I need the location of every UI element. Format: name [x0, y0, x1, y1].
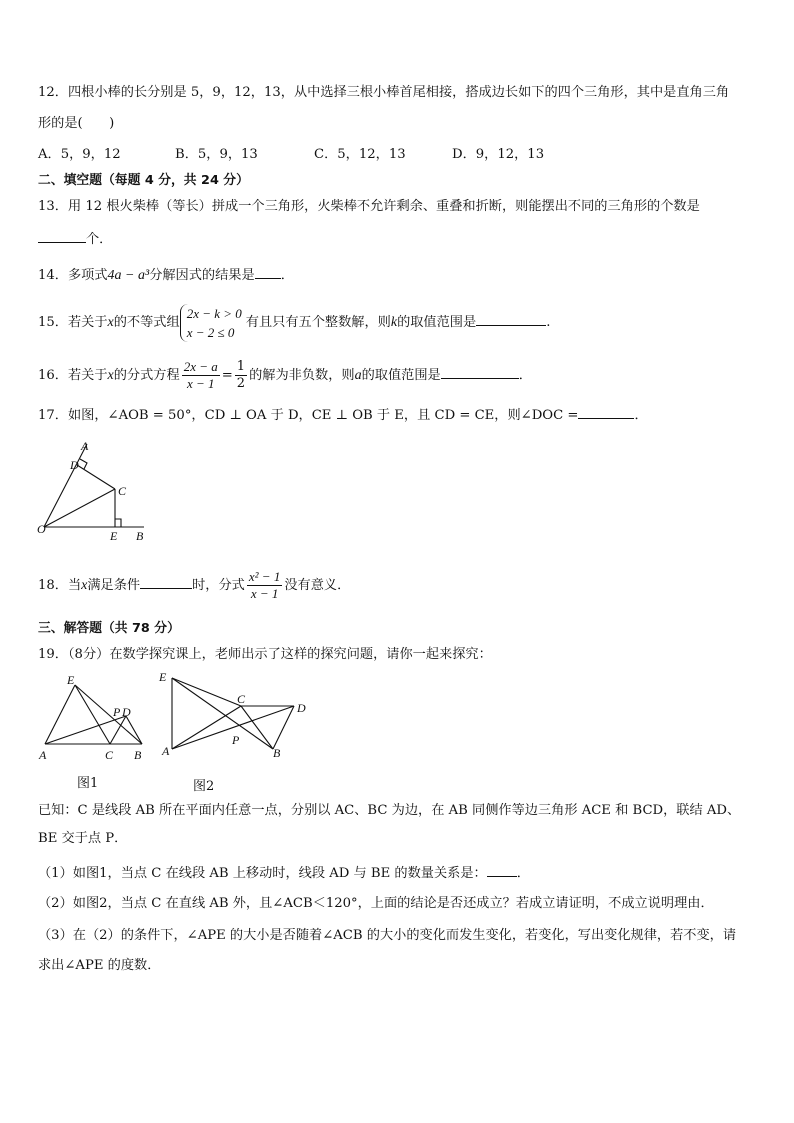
label-d: D [297, 701, 306, 715]
q12-line1: 12．四根小棒的长分别是 5，9，12，13，从中选择三根小棒首尾相接，搭成边长如下的四个三角形，其中是直角三角 [38, 85, 730, 100]
segment-eb [172, 678, 273, 749]
q15-inequality-2: x − 2 ≤ 0 [186, 324, 235, 340]
label-p: P [232, 733, 240, 747]
label-c: C [105, 748, 114, 762]
q18-mid: 满足条件 [87, 578, 141, 593]
q16-rhs-fraction [235, 359, 247, 392]
q12-option-c: C．5，12，13 [314, 147, 406, 162]
section-3-title: 三、解答题（共 78 分） [38, 621, 180, 636]
label-e: E [159, 670, 167, 684]
segment-ec [75, 685, 110, 744]
q16-lhs-fraction [182, 359, 220, 392]
q19-figure-2-caption: 图2 [193, 779, 215, 794]
q15-suffix: 的取值范围是 [397, 315, 477, 330]
q19-figure-1 [36, 670, 151, 766]
q15-var-k: k [390, 315, 398, 330]
q14-prefix: 14．多项式 [38, 268, 108, 283]
q19-figure-2 [156, 666, 314, 766]
q12-line2: 形的是( ) [38, 116, 115, 131]
q18-suffix: 没有意义． [284, 578, 351, 593]
label-c: C [118, 484, 127, 498]
q16-line [38, 356, 532, 396]
q15-var-x: x [107, 315, 114, 330]
q19-part2: （2）如图2，当点 C 在直线 AB 外，且∠ACB＜120°，上面的结论是否还成立？若成立请证明，不成立说明理由． [38, 896, 714, 911]
q19-figure-1-caption: 图1 [77, 776, 99, 791]
label-b: B [136, 529, 144, 543]
q14-suffix: 分解因式的结果是 [149, 268, 255, 283]
q16-after: 的解为非负数，则 [249, 368, 355, 383]
q17-end: ． [634, 408, 648, 423]
q14-line [38, 265, 294, 285]
q18-line [38, 566, 350, 606]
q17-line [38, 405, 648, 425]
label-o: O [37, 522, 46, 536]
label-e: E [67, 673, 75, 687]
q19-part1-text: （1）如图1，当点 C 在线段 AB 上移动时，线段 AD 与 BE 的数量关系是： [38, 866, 487, 881]
q16-suffix: 的取值范围是 [361, 368, 441, 383]
q19-part1 [38, 863, 530, 883]
q16-mid: 的分式方程 [113, 368, 180, 383]
label-e: E [110, 529, 118, 543]
answer-blank [255, 265, 281, 279]
q13-after-blank: 个． [86, 232, 113, 247]
q19-known-line2: BE 交于点 P． [38, 831, 128, 846]
q16-prefix: 16．若关于 [38, 368, 108, 383]
q18-prefix: 18．当 [38, 578, 82, 593]
label-c: C [237, 692, 246, 706]
q18-var-x: x [81, 578, 88, 593]
q16-lhs-denominator: x − 1 [182, 375, 220, 392]
label-a: A [39, 748, 47, 762]
q15-inequality-system [180, 304, 242, 342]
q18-denominator: x − 1 [247, 585, 282, 602]
label-a: A [81, 439, 89, 453]
label-b: B [134, 748, 142, 762]
q19-intro: 19．（8分）在数学探究课上，老师出示了这样的探究问题，请你一起来探究： [38, 647, 492, 662]
q18-fraction [247, 569, 282, 602]
q19-part1-end: ． [516, 866, 530, 881]
q13-line1: 13．用 12 根火柴棒（等长）拼成一个三角形，火柴棒不允许剩余、重叠和折断，则能摆出不同的三角形的个数是 [38, 199, 700, 214]
q17-figure [34, 438, 154, 544]
q16-end: ． [518, 368, 532, 383]
segment-ac [172, 706, 241, 749]
q15-inequality-1: 2x − k > 0 [186, 305, 242, 321]
q18-numerator: x² − 1 [248, 569, 281, 584]
answer-blank [38, 229, 86, 243]
segment-db [126, 716, 142, 744]
q16-rhs-denominator: 2 [236, 376, 246, 391]
answer-blank [441, 365, 519, 379]
ray-oa [44, 444, 87, 527]
q13-line2 [38, 229, 112, 249]
q15-mid: 的不等式组 [113, 315, 180, 330]
q16-rhs-numerator: 1 [236, 359, 246, 374]
q19-known-line1: 已知：C 是线段 AB 所在平面内任意一点，分别以 AC、BC 为边，在 AB 同侧作等边三角形 ACE 和 BCD，联结 AD、 [38, 803, 741, 818]
right-angle-mark-e [115, 519, 121, 527]
segment-cd [77, 465, 115, 489]
q16-var-x: x [107, 368, 114, 383]
segment-cb [241, 706, 273, 749]
q19-part3-line1: （3）在（2）的条件下，∠APE 的大小是否随着∠ACB 的大小的变化而发生变化，若变化，写出变化规律，若不变，请 [38, 928, 737, 943]
q12-option-b: B．5，9，13 [175, 147, 258, 162]
q15-after: 有且只有五个整数解，则 [245, 315, 391, 330]
q15-prefix: 15．若关于 [38, 315, 108, 330]
q12-option-d: D．9，12，13 [452, 147, 545, 162]
answer-blank [487, 863, 517, 877]
q15-end: . [546, 315, 551, 330]
label-d: D [70, 458, 79, 472]
q14-expression: 4a − a³ [107, 268, 150, 283]
q12-option-a: A．5，9，12 [38, 147, 121, 162]
q19-part3-line2: 求出∠APE 的度数． [38, 958, 161, 973]
answer-blank [578, 405, 634, 419]
q17-text: 17．如图，∠AOB = 50°，CD ⊥ OA 于 D，CE ⊥ OB 于 E，且 CD = CE，则∠DOC = [38, 408, 579, 423]
label-b: B [273, 746, 281, 760]
q16-lhs-numerator: 2x − a [183, 359, 218, 374]
section-2-title: 二、填空题（每题 4 分，共 24 分） [38, 173, 249, 188]
label-d: D [122, 705, 131, 719]
segment-be [75, 685, 142, 744]
segment-oc [44, 489, 115, 527]
q18-mid2: 时，分式 [192, 578, 245, 593]
answer-blank [476, 312, 546, 326]
q16-var-a: a [354, 368, 362, 383]
q14-end: ． [280, 268, 294, 283]
q16-equals: = [221, 368, 233, 383]
answer-blank [140, 575, 192, 589]
label-p: P [113, 705, 121, 719]
label-a: A [162, 744, 170, 758]
q15-line [38, 303, 550, 343]
